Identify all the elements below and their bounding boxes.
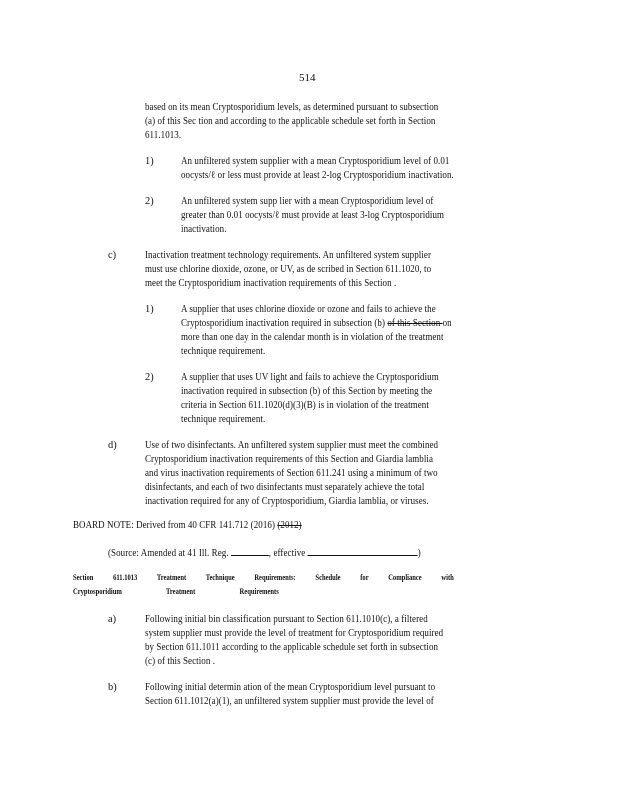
item-line-text: on xyxy=(442,318,452,329)
item-line: inactivation required in subsection (b) of this Section by meeting the xyxy=(181,386,433,397)
item-line: Inactivation treatment technology requirements. An unfiltered system supplier xyxy=(145,250,432,261)
item-line: Use of two disinfectants. An unfiltered system supplier must meet the combined xyxy=(145,440,439,451)
item-label: c) xyxy=(108,250,117,261)
item-label: 1) xyxy=(145,304,154,315)
item-line: inactivation. xyxy=(181,224,227,235)
item-line: Following initial bin classification pursuant to Section 611.1010(c), a filtered xyxy=(145,614,428,625)
item-label: b) xyxy=(108,682,117,693)
board-note-text: BOARD NOTE: Derived from 40 CFR 141.712 (2016) xyxy=(73,520,278,531)
effective-date-blank xyxy=(308,546,418,556)
item-label: d) xyxy=(108,440,117,451)
item-line: Following initial determin ation of the mean Cryptosporidium level pursuant to xyxy=(145,682,436,693)
board-note xyxy=(73,519,302,533)
item-line: must use chlorine dioxide, ozone, or UV, as de scribed in Section 611.1020, to xyxy=(145,264,432,275)
item-label: 2) xyxy=(145,372,154,383)
intro-line: 611.1013. xyxy=(145,130,182,141)
section-heading: Cryptosporidium Treatment Requirements xyxy=(73,587,279,596)
item-line: system supplier must provide the level of treatment for Cryptosporidium required xyxy=(145,628,444,639)
intro-line: (a) of this Sec tion and according to the applicable schedule set forth in Section xyxy=(145,116,436,127)
item-line: An unfiltered system supplier with a mean Cryptosporidium level of 0.01 xyxy=(181,156,450,167)
item-line: Cryptosporidium inactivation requirements of this Section and Giardia lamblia xyxy=(145,454,434,465)
register-blank xyxy=(231,546,269,556)
page-number: 514 xyxy=(299,72,316,84)
item-line: A supplier that uses chlorine dioxide or ozone and fails to achieve the xyxy=(181,304,436,315)
item-line: oocysts/ℓ or less must provide at least 2-log Cryptosporidium inactivation. xyxy=(181,170,454,181)
source-suffix: ) xyxy=(417,548,421,559)
item-label: 1) xyxy=(145,156,154,167)
section-heading: Section 611.1013 Treatment Technique Requirements: Schedule for Compliance with xyxy=(73,573,454,582)
item-line: more than one day in the calendar month is in violation of the treatment xyxy=(181,332,444,343)
item-line: disinfectants, and each of two disinfectants must separately achieve the total xyxy=(145,482,425,493)
item-label: a) xyxy=(108,614,117,625)
item-line: A supplier that uses UV light and fails to achieve the Cryptosporidium xyxy=(181,372,439,383)
item-line: Section 611.1012(a)(1), an unfiltered system supplier must provide the level of xyxy=(145,696,434,707)
item-line: inactivation required for any of Cryptosporidium, Giardia lamblia, or viruses. xyxy=(145,496,429,507)
source-middle: , effective xyxy=(268,548,306,559)
item-line: An unfiltered system supp lier with a mean Cryptosporidium level of xyxy=(181,196,434,207)
item-line: technique requirement. xyxy=(181,346,266,357)
item-line-text: Cryptosporidium inactivation required in subsection (b) xyxy=(181,318,388,329)
source-note xyxy=(108,546,421,561)
item-line: (c) of this Section . xyxy=(145,656,216,667)
item-line: meet the Cryptosporidium inactivation requirements of this Section . xyxy=(145,278,397,289)
source-prefix: (Source: Amended at 41 Ill. Reg. xyxy=(108,548,229,559)
item-line: technique requirement. xyxy=(181,414,266,425)
struck-text: (2012) xyxy=(277,520,302,531)
intro-line: based on its mean Cryptosporidium levels, as determined pursuant to subsection xyxy=(145,102,439,113)
struck-text: of this Section xyxy=(387,318,443,329)
item-line xyxy=(181,317,452,331)
item-label: 2) xyxy=(145,196,154,207)
item-line: and virus inactivation requirements of Section 611.241 using a minimum of two xyxy=(145,468,438,479)
item-line: by Section 611.1011 according to the applicable schedule set forth in subsection xyxy=(145,642,439,653)
item-line: criteria in Section 611.1020(d)(3)(B) is in violation of the treatment xyxy=(181,400,429,411)
item-line: greater than 0.01 oocysts/ℓ must provide at least 3-log Cryptosporidium xyxy=(181,210,445,221)
